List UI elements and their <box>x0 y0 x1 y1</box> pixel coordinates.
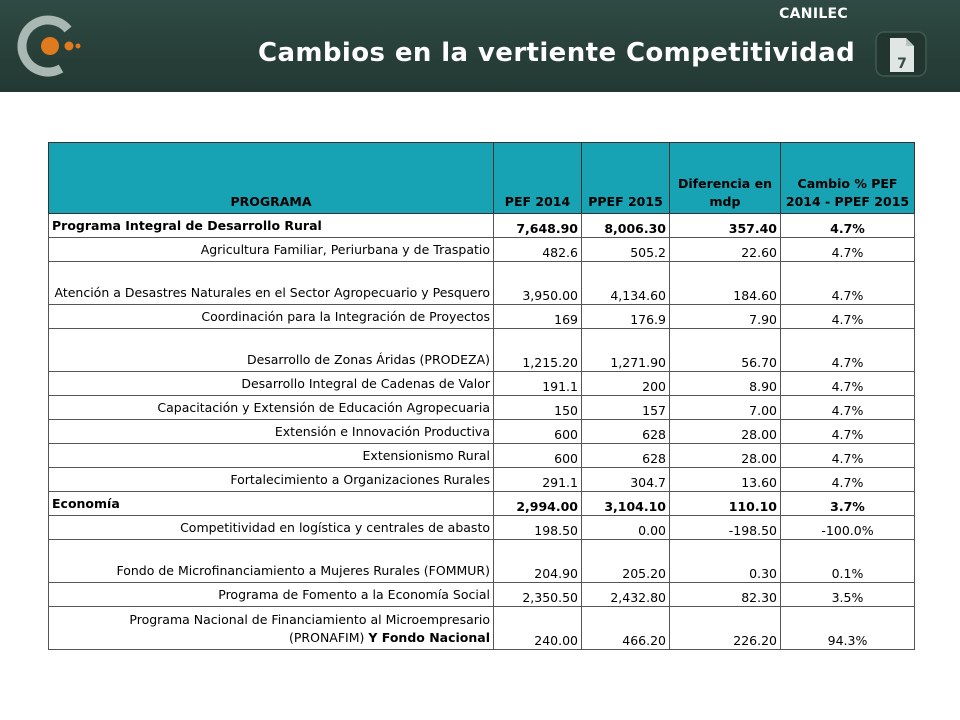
table-body <box>49 214 915 650</box>
cell-cambio: 4.7% <box>781 420 915 444</box>
programa-bold-suffix: Y Fondo Nacional <box>368 630 490 646</box>
page-number: 7 <box>897 56 907 72</box>
cell-cambio: 94.3% <box>781 607 915 650</box>
cell-diferencia: 28.00 <box>670 420 781 444</box>
table-row <box>49 396 915 420</box>
cell-cambio: 4.7% <box>781 238 915 262</box>
cell-pef-2014: 600 <box>494 420 582 444</box>
cell-diferencia: 0.30 <box>670 540 781 583</box>
cell-pef-2014: 2,350.50 <box>494 583 582 607</box>
cell-pef-2014: 291.1 <box>494 468 582 492</box>
brand-label: CANILEC <box>779 6 848 22</box>
table-header-row <box>49 143 915 214</box>
cell-diferencia: 56.70 <box>670 329 781 372</box>
cell-ppef-2015: 304.7 <box>582 468 670 492</box>
cell-ppef-2015: 628 <box>582 444 670 468</box>
cell-diferencia: 184.60 <box>670 262 781 305</box>
cell-cambio: 3.5% <box>781 583 915 607</box>
programa-label: Desarrollo de Zonas Áridas (PRODEZA) <box>246 352 490 368</box>
programa-label: Capacitación y Extensión de Educación Agropecuaria <box>157 400 490 416</box>
cell-programa <box>49 583 494 607</box>
cell-diferencia: 7.90 <box>670 305 781 329</box>
cell-diferencia: 226.20 <box>670 607 781 650</box>
table-row <box>49 607 915 650</box>
cell-cambio: 4.7% <box>781 444 915 468</box>
header-bar <box>0 0 960 92</box>
cell-ppef-2015: 176.9 <box>582 305 670 329</box>
cell-pef-2014: 600 <box>494 444 582 468</box>
table-row <box>49 214 915 238</box>
cell-programa <box>49 238 494 262</box>
cell-pef-2014: 204.90 <box>494 540 582 583</box>
programa-label: Desarrollo Integral de Cadenas de Valor <box>241 376 490 392</box>
table-row <box>49 492 915 516</box>
cell-diferencia: 13.60 <box>670 468 781 492</box>
cell-diferencia: 110.10 <box>670 492 781 516</box>
cell-cambio: 4.7% <box>781 372 915 396</box>
cell-pef-2014: 150 <box>494 396 582 420</box>
programa-label: Programa Integral de Desarrollo Rural <box>52 218 322 234</box>
cell-cambio: 4.7% <box>781 468 915 492</box>
column-header-cambio: Cambio % PEF 2014 - PPEF 2015 <box>781 143 915 214</box>
cell-cambio: 4.7% <box>781 305 915 329</box>
cell-ppef-2015: 8,006.30 <box>582 214 670 238</box>
cell-programa <box>49 420 494 444</box>
cell-programa <box>49 262 494 305</box>
cell-diferencia: -198.50 <box>670 516 781 540</box>
table-row <box>49 516 915 540</box>
cell-programa <box>49 444 494 468</box>
canilec-logo-icon <box>14 6 92 84</box>
budget-table <box>48 142 915 650</box>
cell-diferencia: 357.40 <box>670 214 781 238</box>
programa-label: Competitividad en logística y centrales de abasto <box>180 520 490 536</box>
cell-ppef-2015: 157 <box>582 396 670 420</box>
table-row <box>49 238 915 262</box>
column-header-programa: PROGRAMA <box>49 143 494 214</box>
programa-label: Programa de Fomento a la Economía Social <box>218 587 490 603</box>
cell-programa <box>49 492 494 516</box>
cell-programa <box>49 396 494 420</box>
page-title: Cambios en la vertiente Competitividad <box>258 38 856 68</box>
cell-cambio: 0.1% <box>781 540 915 583</box>
cell-programa <box>49 516 494 540</box>
cell-ppef-2015: 4,134.60 <box>582 262 670 305</box>
cell-ppef-2015: 505.2 <box>582 238 670 262</box>
table-row <box>49 372 915 396</box>
cell-cambio: 4.7% <box>781 262 915 305</box>
cell-diferencia: 7.00 <box>670 396 781 420</box>
cell-pef-2014: 169 <box>494 305 582 329</box>
cell-diferencia: 28.00 <box>670 444 781 468</box>
cell-programa <box>49 540 494 583</box>
cell-ppef-2015: 628 <box>582 420 670 444</box>
programa-label: Atención a Desastres Naturales en el Sector Agropecuario y Pesquero <box>54 285 490 301</box>
table-row <box>49 420 915 444</box>
cell-diferencia: 22.60 <box>670 238 781 262</box>
table-row <box>49 262 915 305</box>
programa-label: Agricultura Familiar, Periurbana y de Traspatio <box>200 242 490 258</box>
table-row <box>49 583 915 607</box>
cell-pef-2014: 1,215.20 <box>494 329 582 372</box>
cell-programa <box>49 468 494 492</box>
column-header-pef-2014: PEF 2014 <box>494 143 582 214</box>
cell-ppef-2015: 1,271.90 <box>582 329 670 372</box>
table-row <box>49 329 915 372</box>
cell-ppef-2015: 466.20 <box>582 607 670 650</box>
programa-label: Programa Nacional de Financiamiento al Microempresario (PRONAFIM) <box>129 611 490 646</box>
cell-programa <box>49 372 494 396</box>
programa-label: Extensión e Innovación Productiva <box>274 424 490 440</box>
cell-pef-2014: 198.50 <box>494 516 582 540</box>
cell-cambio: 4.7% <box>781 214 915 238</box>
cell-ppef-2015: 205.20 <box>582 540 670 583</box>
cell-diferencia: 82.30 <box>670 583 781 607</box>
cell-pef-2014: 3,950.00 <box>494 262 582 305</box>
cell-cambio: -100.0% <box>781 516 915 540</box>
cell-programa <box>49 329 494 372</box>
cell-ppef-2015: 3,104.10 <box>582 492 670 516</box>
page-number-badge <box>874 30 928 78</box>
cell-pef-2014: 191.1 <box>494 372 582 396</box>
table-row <box>49 540 915 583</box>
cell-pef-2014: 7,648.90 <box>494 214 582 238</box>
programa-label: Economía <box>52 496 120 512</box>
cell-ppef-2015: 0.00 <box>582 516 670 540</box>
cell-cambio: 4.7% <box>781 329 915 372</box>
cell-programa <box>49 305 494 329</box>
cell-pef-2014: 240.00 <box>494 607 582 650</box>
cell-ppef-2015: 200 <box>582 372 670 396</box>
cell-programa <box>49 214 494 238</box>
cell-pef-2014: 482.6 <box>494 238 582 262</box>
cell-ppef-2015: 2,432.80 <box>582 583 670 607</box>
cell-cambio: 4.7% <box>781 396 915 420</box>
cell-diferencia: 8.90 <box>670 372 781 396</box>
programa-label: Fondo de Microfinanciamiento a Mujeres Rurales (FOMMUR) <box>116 563 490 579</box>
programa-label: Coordinación para la Integración de Proyectos <box>201 309 490 325</box>
programa-label: Fortalecimiento a Organizaciones Rurales <box>230 472 490 488</box>
cell-pef-2014: 2,994.00 <box>494 492 582 516</box>
programa-label: Extensionismo Rural <box>362 448 490 464</box>
table-row <box>49 305 915 329</box>
table-row <box>49 468 915 492</box>
cell-programa <box>49 607 494 650</box>
column-header-ppef-2015: PPEF 2015 <box>582 143 670 214</box>
column-header-diferencia: Diferencia en mdp <box>670 143 781 214</box>
cell-cambio: 3.7% <box>781 492 915 516</box>
table-row <box>49 444 915 468</box>
